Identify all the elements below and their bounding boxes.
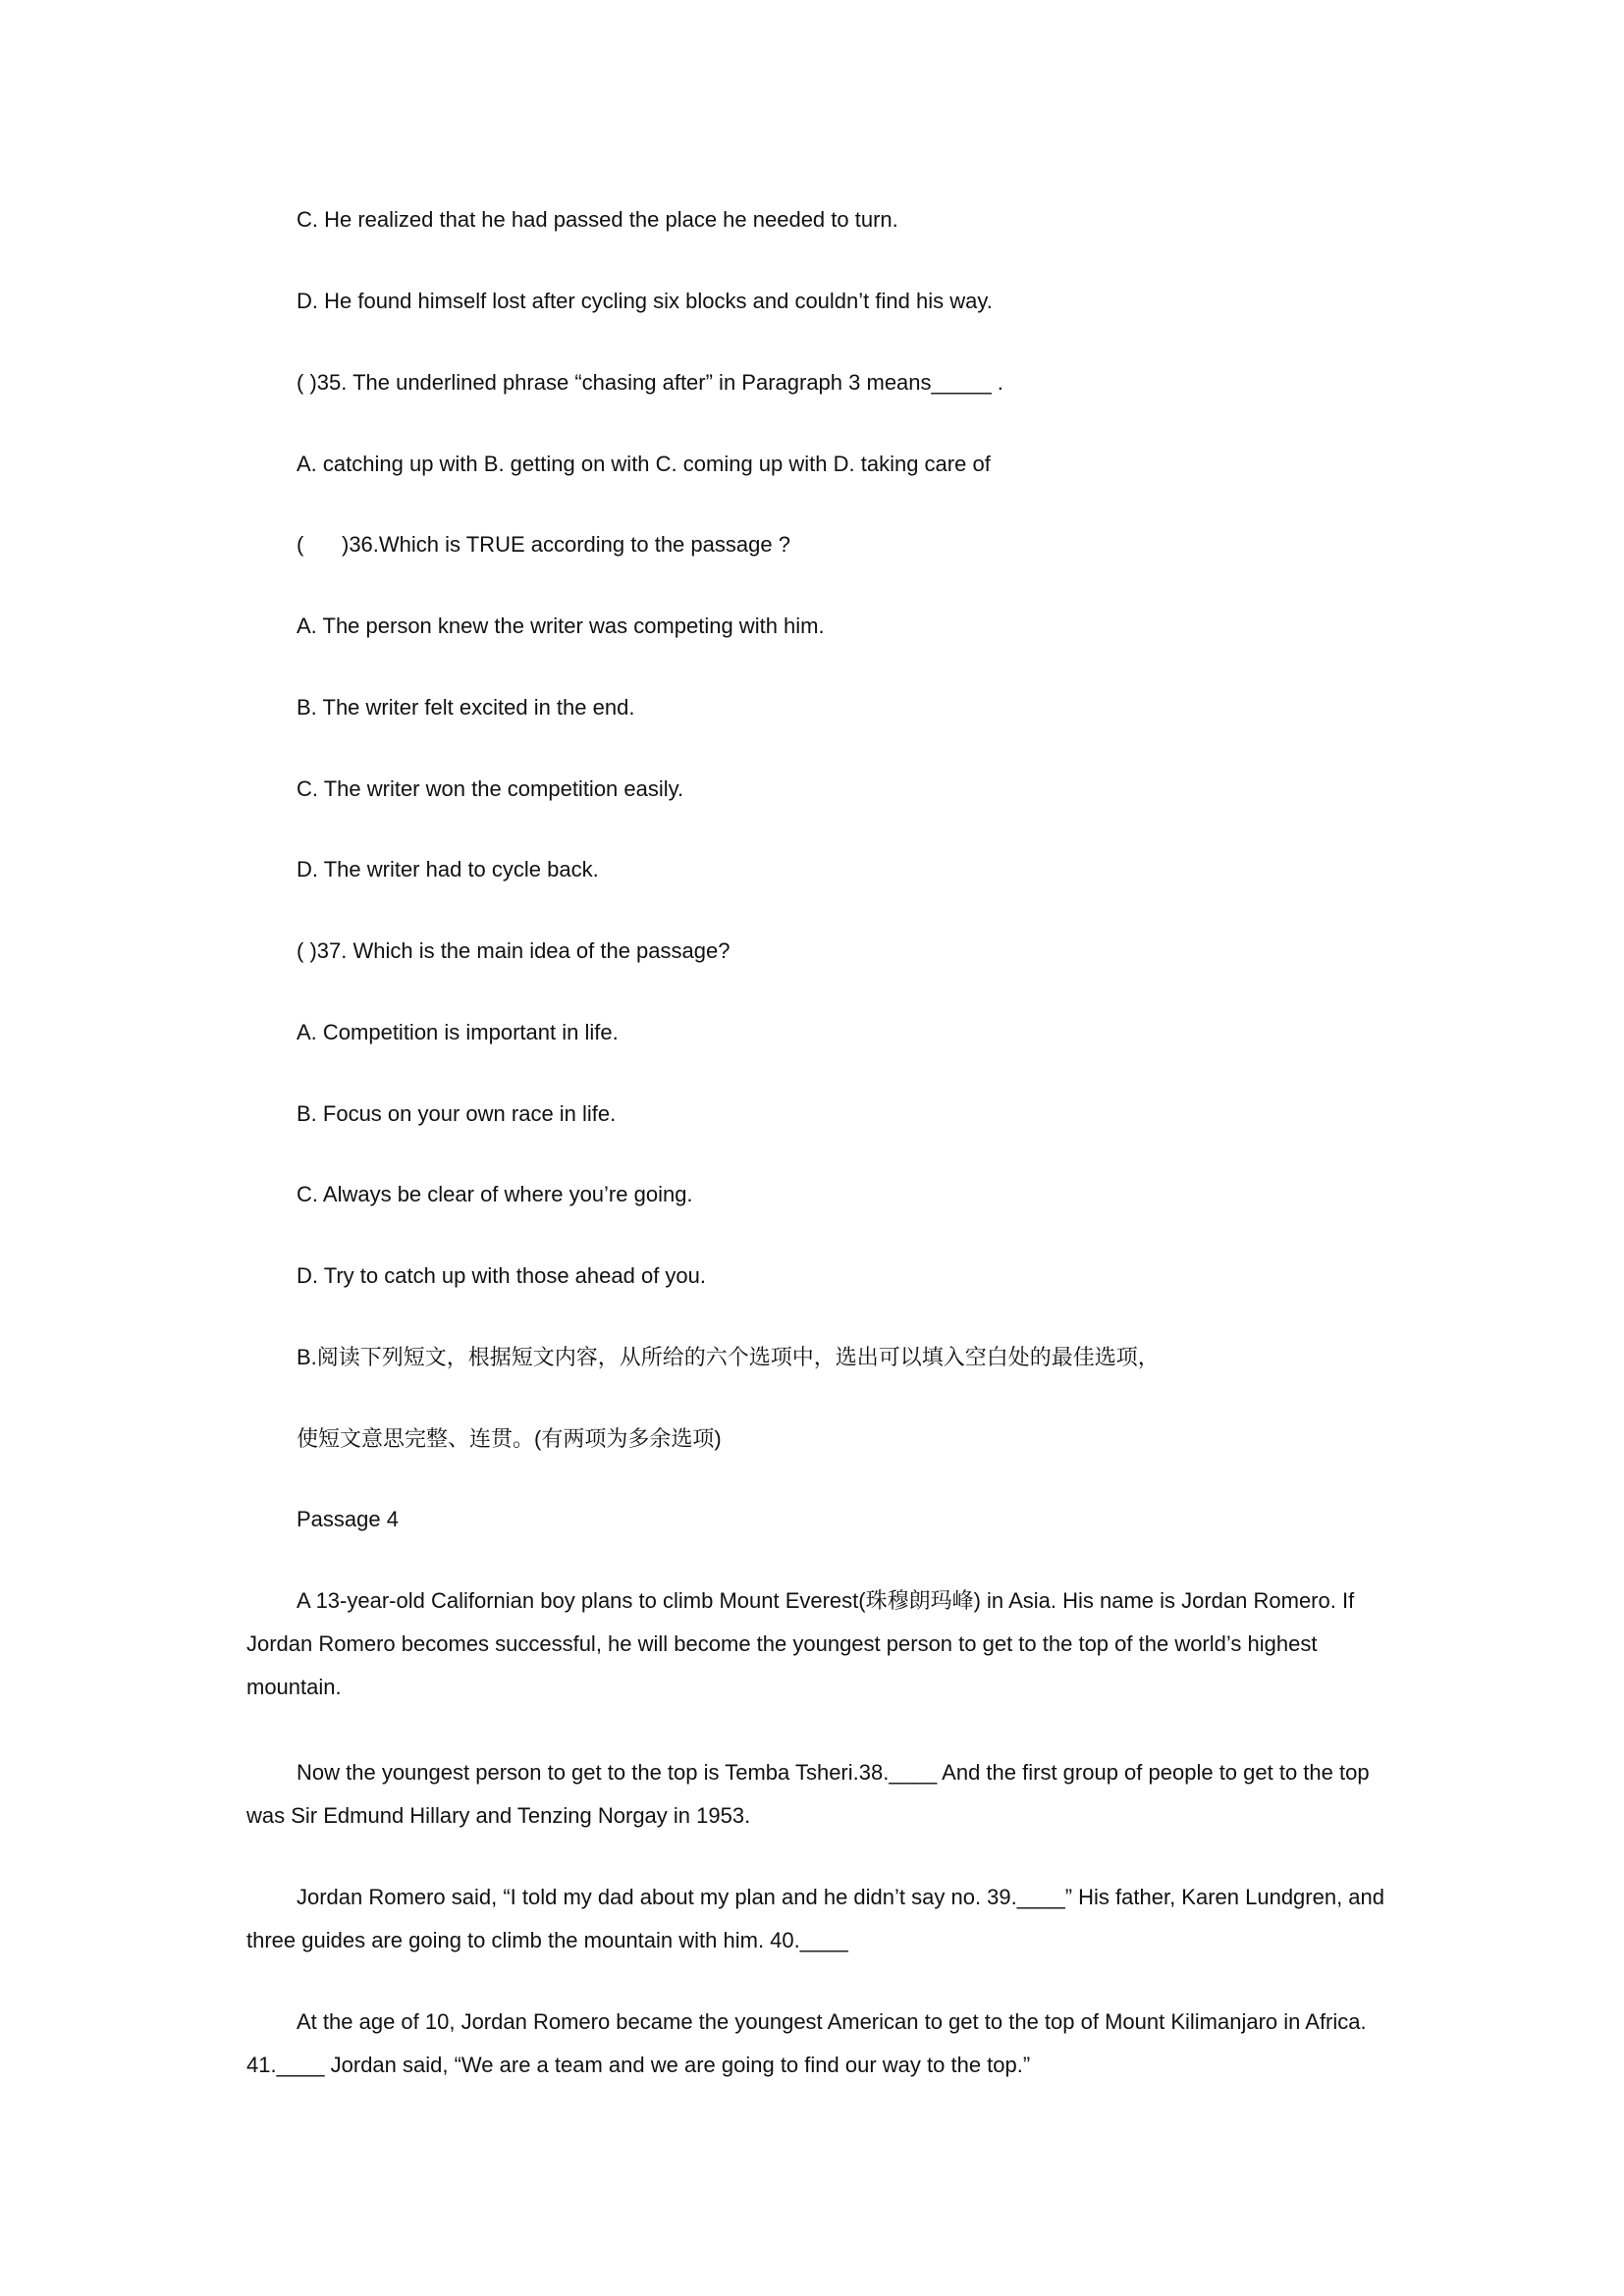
q37-option-a: A. Competition is important in life. [297,1020,619,1044]
q36-stem: )36.Which is TRUE according to the passage ? [342,532,790,557]
q34-option-d: D. He found himself lost after cycling six blocks and couldn’t find his way. [297,289,993,313]
q36-option-c: C. The writer won the competition easily. [297,776,684,801]
q37-option-d: D. Try to catch up with those ahead of you. [297,1263,707,1288]
q36-paren: ( [297,532,304,557]
section-b-instruction-line2: 使短文意思完整、连贯。(有两项为多余选项) [297,1426,722,1451]
q37-stem: ( )37. Which is the main idea of the passage? [297,938,731,963]
passage-paragraph-2: Now the youngest person to get to the top is Temba Tsheri.38.____ And the first group of people to get to the top was Sir Edmund Hillary and Tenzing Norgay in 1953. [246,1760,1370,1828]
q37-option-b: B. Focus on your own race in life. [297,1101,617,1126]
q36-option-d: D. The writer had to cycle back. [297,857,599,881]
passage-title: Passage 4 [297,1507,399,1531]
passage-paragraph-4: At the age of 10, Jordan Romero became the youngest American to get to the top of Mount Kilimanjaro in Africa. 41.____ Jordan said, “We are a team and we are going to find our way to the top.” [246,2009,1367,2077]
q36-stem-row [297,530,790,560]
q37-option-c: C. Always be clear of where you’re going. [297,1182,693,1206]
section-b-instruction-line1: B.阅读下列短文，根据短文内容，从所给的六个选项中，选出可以填入空白处的最佳选项， [297,1345,1160,1369]
q36-option-b: B. The writer felt excited in the end. [297,695,635,720]
q35-stem: ( )35. The underlined phrase “chasing after” in Paragraph 3 means_____ . [297,370,1003,395]
q34-option-c: C. He realized that he had passed the place he needed to turn. [297,207,898,232]
q35-options: A. catching up with B. getting on with C. coming up with D. taking care of [297,452,991,476]
q36-option-a: A. The person knew the writer was competing with him. [297,614,825,638]
passage-paragraph-1: A 13-year-old Californian boy plans to climb Mount Everest(珠穆朗玛峰) in Asia. His name is Jordan Romero. If Jordan Romero becomes successful, he will become the youngest person to get to the top of the world’s highest mountain. [246,1588,1355,1699]
passage-paragraph-3: Jordan Romero said, “I told my dad about my plan and he didn’t say no. 39.____” His father, Karen Lundgren, and three guides are going to climb the mountain with him. 40.____ [246,1885,1385,1952]
